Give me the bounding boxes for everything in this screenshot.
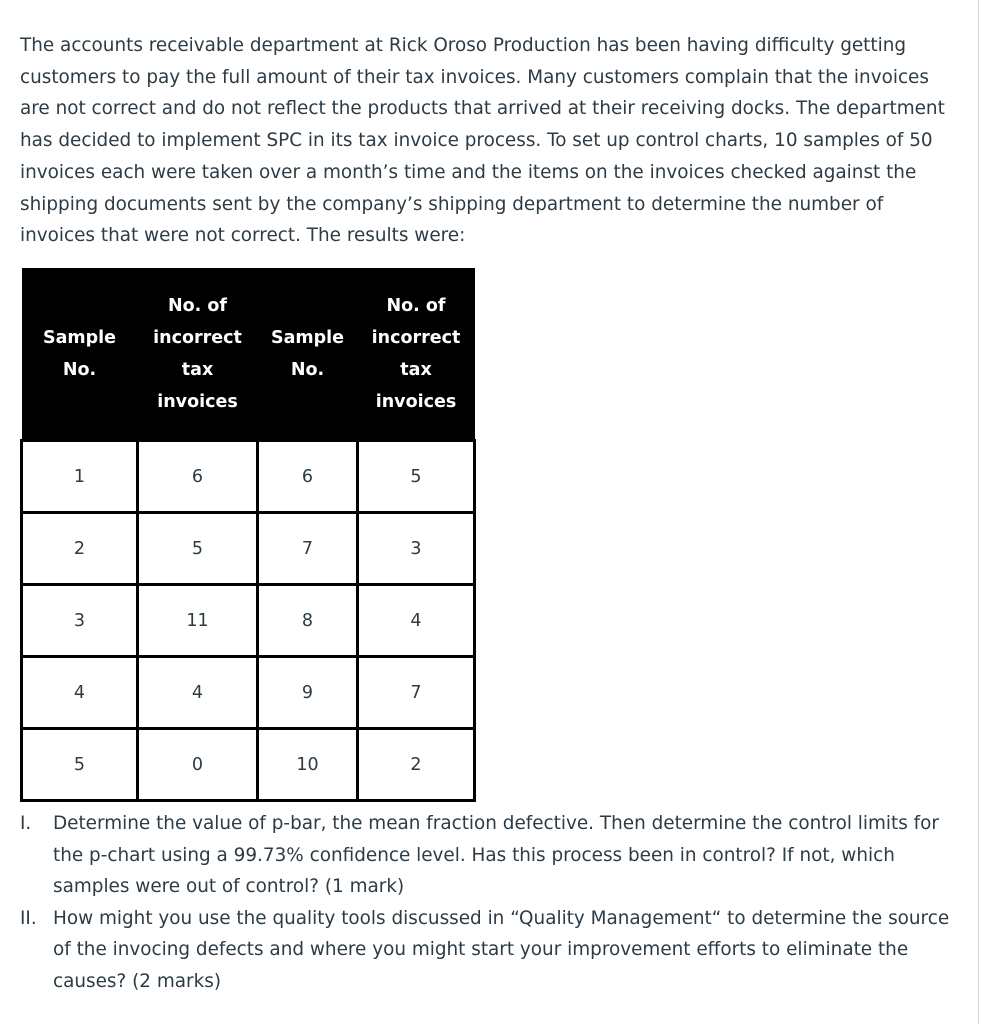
table-cell: 2 [358, 729, 475, 801]
header-line: No. of [167, 295, 228, 316]
header-sample-no [22, 268, 138, 441]
table-cell: 1 [22, 441, 138, 513]
header-incorrect-invoices [358, 268, 475, 441]
question-number: II. [20, 907, 37, 929]
table-row [22, 441, 475, 513]
header-sample-no [258, 268, 358, 441]
table-header-row [22, 268, 475, 441]
table-row [22, 657, 475, 729]
table-row [22, 729, 475, 801]
table-cell: 4 [358, 585, 475, 657]
table-cell: 6 [258, 441, 358, 513]
header-line: invoices [375, 391, 457, 412]
header-line: tax [400, 359, 432, 380]
header-line: No. of [386, 295, 446, 316]
header-line: Sample [42, 327, 117, 348]
table-cell: 5 [138, 513, 258, 585]
question-number: I. [20, 813, 32, 834]
table-cell: 7 [358, 657, 475, 729]
header-line: invoices [157, 391, 238, 412]
header-line: tax [181, 359, 214, 380]
table-cell: 7 [258, 513, 358, 585]
table-cell: 11 [138, 585, 258, 657]
question-item [20, 903, 960, 998]
table-cell: 10 [258, 729, 358, 801]
table-cell: 3 [358, 513, 475, 585]
table-cell: 9 [258, 657, 358, 729]
problem-intro-text: The accounts receivable department at Rick Oroso Production has been having difficulty getting customers to pay the full amount of their tax invoices. Many customers complain that the invoices are not correct and do not reflect the products that arrived at their receiving docks. The department has decided to implement SPC in its tax invoice process. To set up control charts, 10 samples of 50 invoices each were taken over a month’s time and the items on the invoices checked against the shipping documents sent by the company’s shipping department to determine the number of invoices that were not correct. The results were: [20, 35, 945, 247]
table-cell: 6 [138, 441, 258, 513]
table-cell: 3 [22, 585, 138, 657]
question-list [20, 808, 960, 997]
header-line: No. [290, 359, 325, 380]
table-cell: 8 [258, 585, 358, 657]
header-line: Sample [270, 327, 345, 348]
table-row [22, 585, 475, 657]
table-cell: 5 [22, 729, 138, 801]
table-cell: 4 [138, 657, 258, 729]
header-line: No. [62, 359, 97, 380]
content-right-border [978, 0, 979, 1024]
question-item [20, 808, 960, 903]
header-line: incorrect [371, 327, 461, 348]
table-row [22, 513, 475, 585]
table-cell: 5 [358, 441, 475, 513]
header-incorrect-invoices [138, 268, 258, 441]
table-cell: 2 [22, 513, 138, 585]
question-text: How might you use the quality tools discussed in “Quality Management“ to determine the source of the invocing defects and where you might start your improvement efforts to eliminate the causes? (2 marks) [53, 907, 950, 992]
question-text: Determine the value of p-bar, the mean fraction defective. Then determine the control limits for the p-chart using a 99.73% confidence level. Has this process been in control? If not, which samples were out of control? (1 mark) [53, 813, 939, 897]
table-cell: 4 [22, 657, 138, 729]
header-line: incorrect [153, 327, 242, 348]
invoice-samples-table [20, 268, 476, 802]
table-cell: 0 [138, 729, 258, 801]
